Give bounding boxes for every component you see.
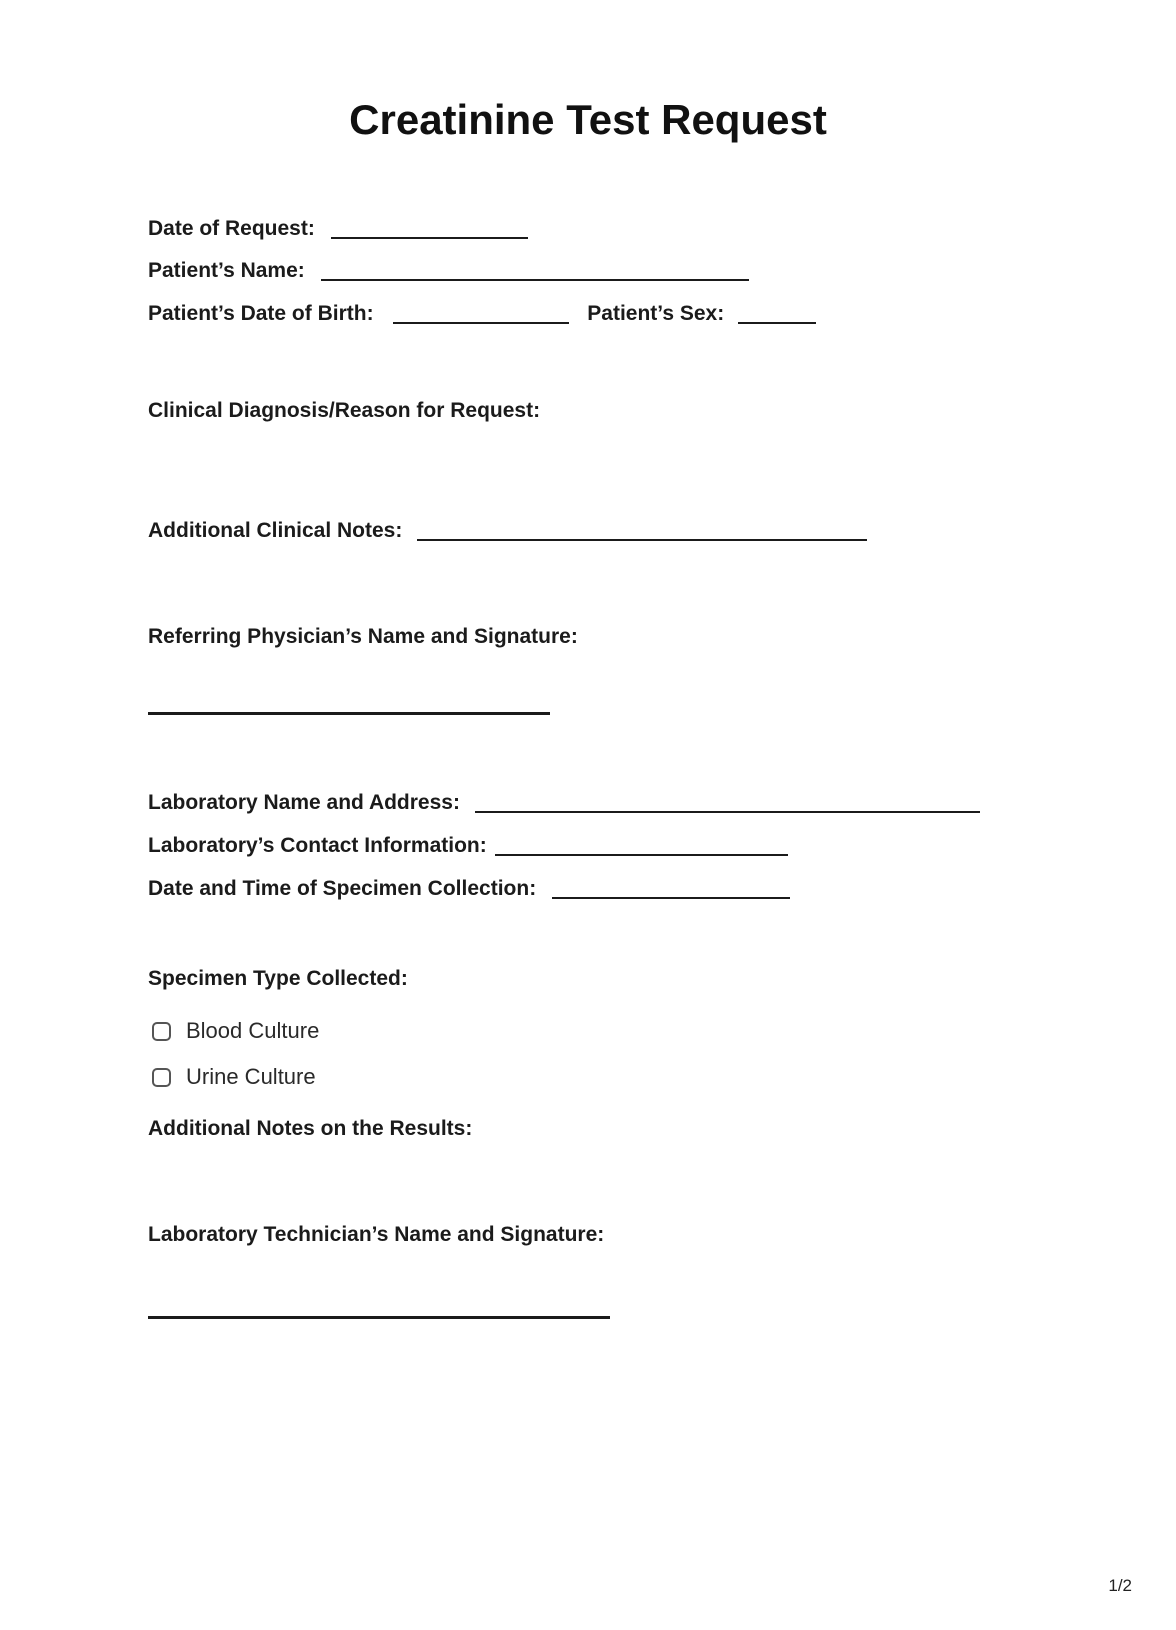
urine-culture-option (152, 1064, 316, 1090)
field-row-clinical-diagnosis (148, 398, 540, 424)
laboratory-name-address-field[interactable] (475, 809, 980, 813)
additional-clinical-notes-label: Additional Clinical Notes: (148, 519, 403, 542)
referring-physician-signature-line[interactable] (148, 712, 550, 715)
patient-sex-field[interactable] (738, 320, 816, 324)
patient-dob-label: Patient’s Date of Birth: (148, 302, 374, 325)
page-number: 1/2 (1108, 1576, 1132, 1595)
clinical-diagnosis-label: Clinical Diagnosis/Reason for Request: (148, 399, 541, 422)
specimen-collection-datetime-label: Date and Time of Specimen Collection: (148, 877, 537, 900)
urine-culture-label: Urine Culture (186, 1064, 316, 1089)
field-row-specimen-type (148, 966, 408, 992)
urine-culture-checkbox[interactable] (152, 1068, 171, 1087)
field-row-laboratory-name-address (148, 790, 980, 816)
referring-physician-label: Referring Physician’s Name and Signature: (148, 625, 578, 648)
field-row-referring-physician (148, 624, 578, 650)
laboratory-contact-field[interactable] (495, 852, 788, 856)
blood-culture-checkbox[interactable] (152, 1022, 171, 1041)
date-of-request-field[interactable] (331, 235, 528, 239)
laboratory-technician-signature-line[interactable] (148, 1316, 610, 1319)
patient-name-label: Patient’s Name: (148, 259, 305, 282)
field-row-date-of-request (148, 216, 528, 242)
field-row-patient-dob-sex (148, 301, 816, 327)
patient-name-field[interactable] (321, 277, 749, 281)
field-row-laboratory-contact (148, 833, 788, 859)
patient-sex-label: Patient’s Sex: (587, 302, 725, 325)
patient-dob-field[interactable] (393, 320, 569, 324)
laboratory-name-address-label: Laboratory Name and Address: (148, 791, 460, 814)
additional-notes-results-label: Additional Notes on the Results: (148, 1117, 473, 1140)
additional-notes-results-field[interactable] (148, 1148, 1028, 1208)
field-row-laboratory-technician (148, 1222, 604, 1248)
field-row-additional-notes-results (148, 1116, 472, 1142)
date-of-request-label: Date of Request: (148, 217, 315, 240)
laboratory-contact-label: Laboratory’s Contact Information: (148, 834, 487, 857)
field-row-additional-clinical-notes (148, 518, 867, 544)
specimen-type-label: Specimen Type Collected: (148, 967, 408, 990)
field-row-specimen-collection-datetime (148, 876, 790, 902)
page-title: Creatinine Test Request (349, 96, 827, 143)
laboratory-technician-label: Laboratory Technician’s Name and Signature: (148, 1223, 605, 1246)
blood-culture-option (152, 1018, 319, 1044)
clinical-diagnosis-field[interactable] (148, 430, 1028, 500)
additional-clinical-notes-field[interactable] (417, 537, 867, 541)
field-row-patient-name (148, 258, 749, 284)
blood-culture-label: Blood Culture (186, 1018, 320, 1043)
specimen-collection-datetime-field[interactable] (552, 895, 790, 899)
